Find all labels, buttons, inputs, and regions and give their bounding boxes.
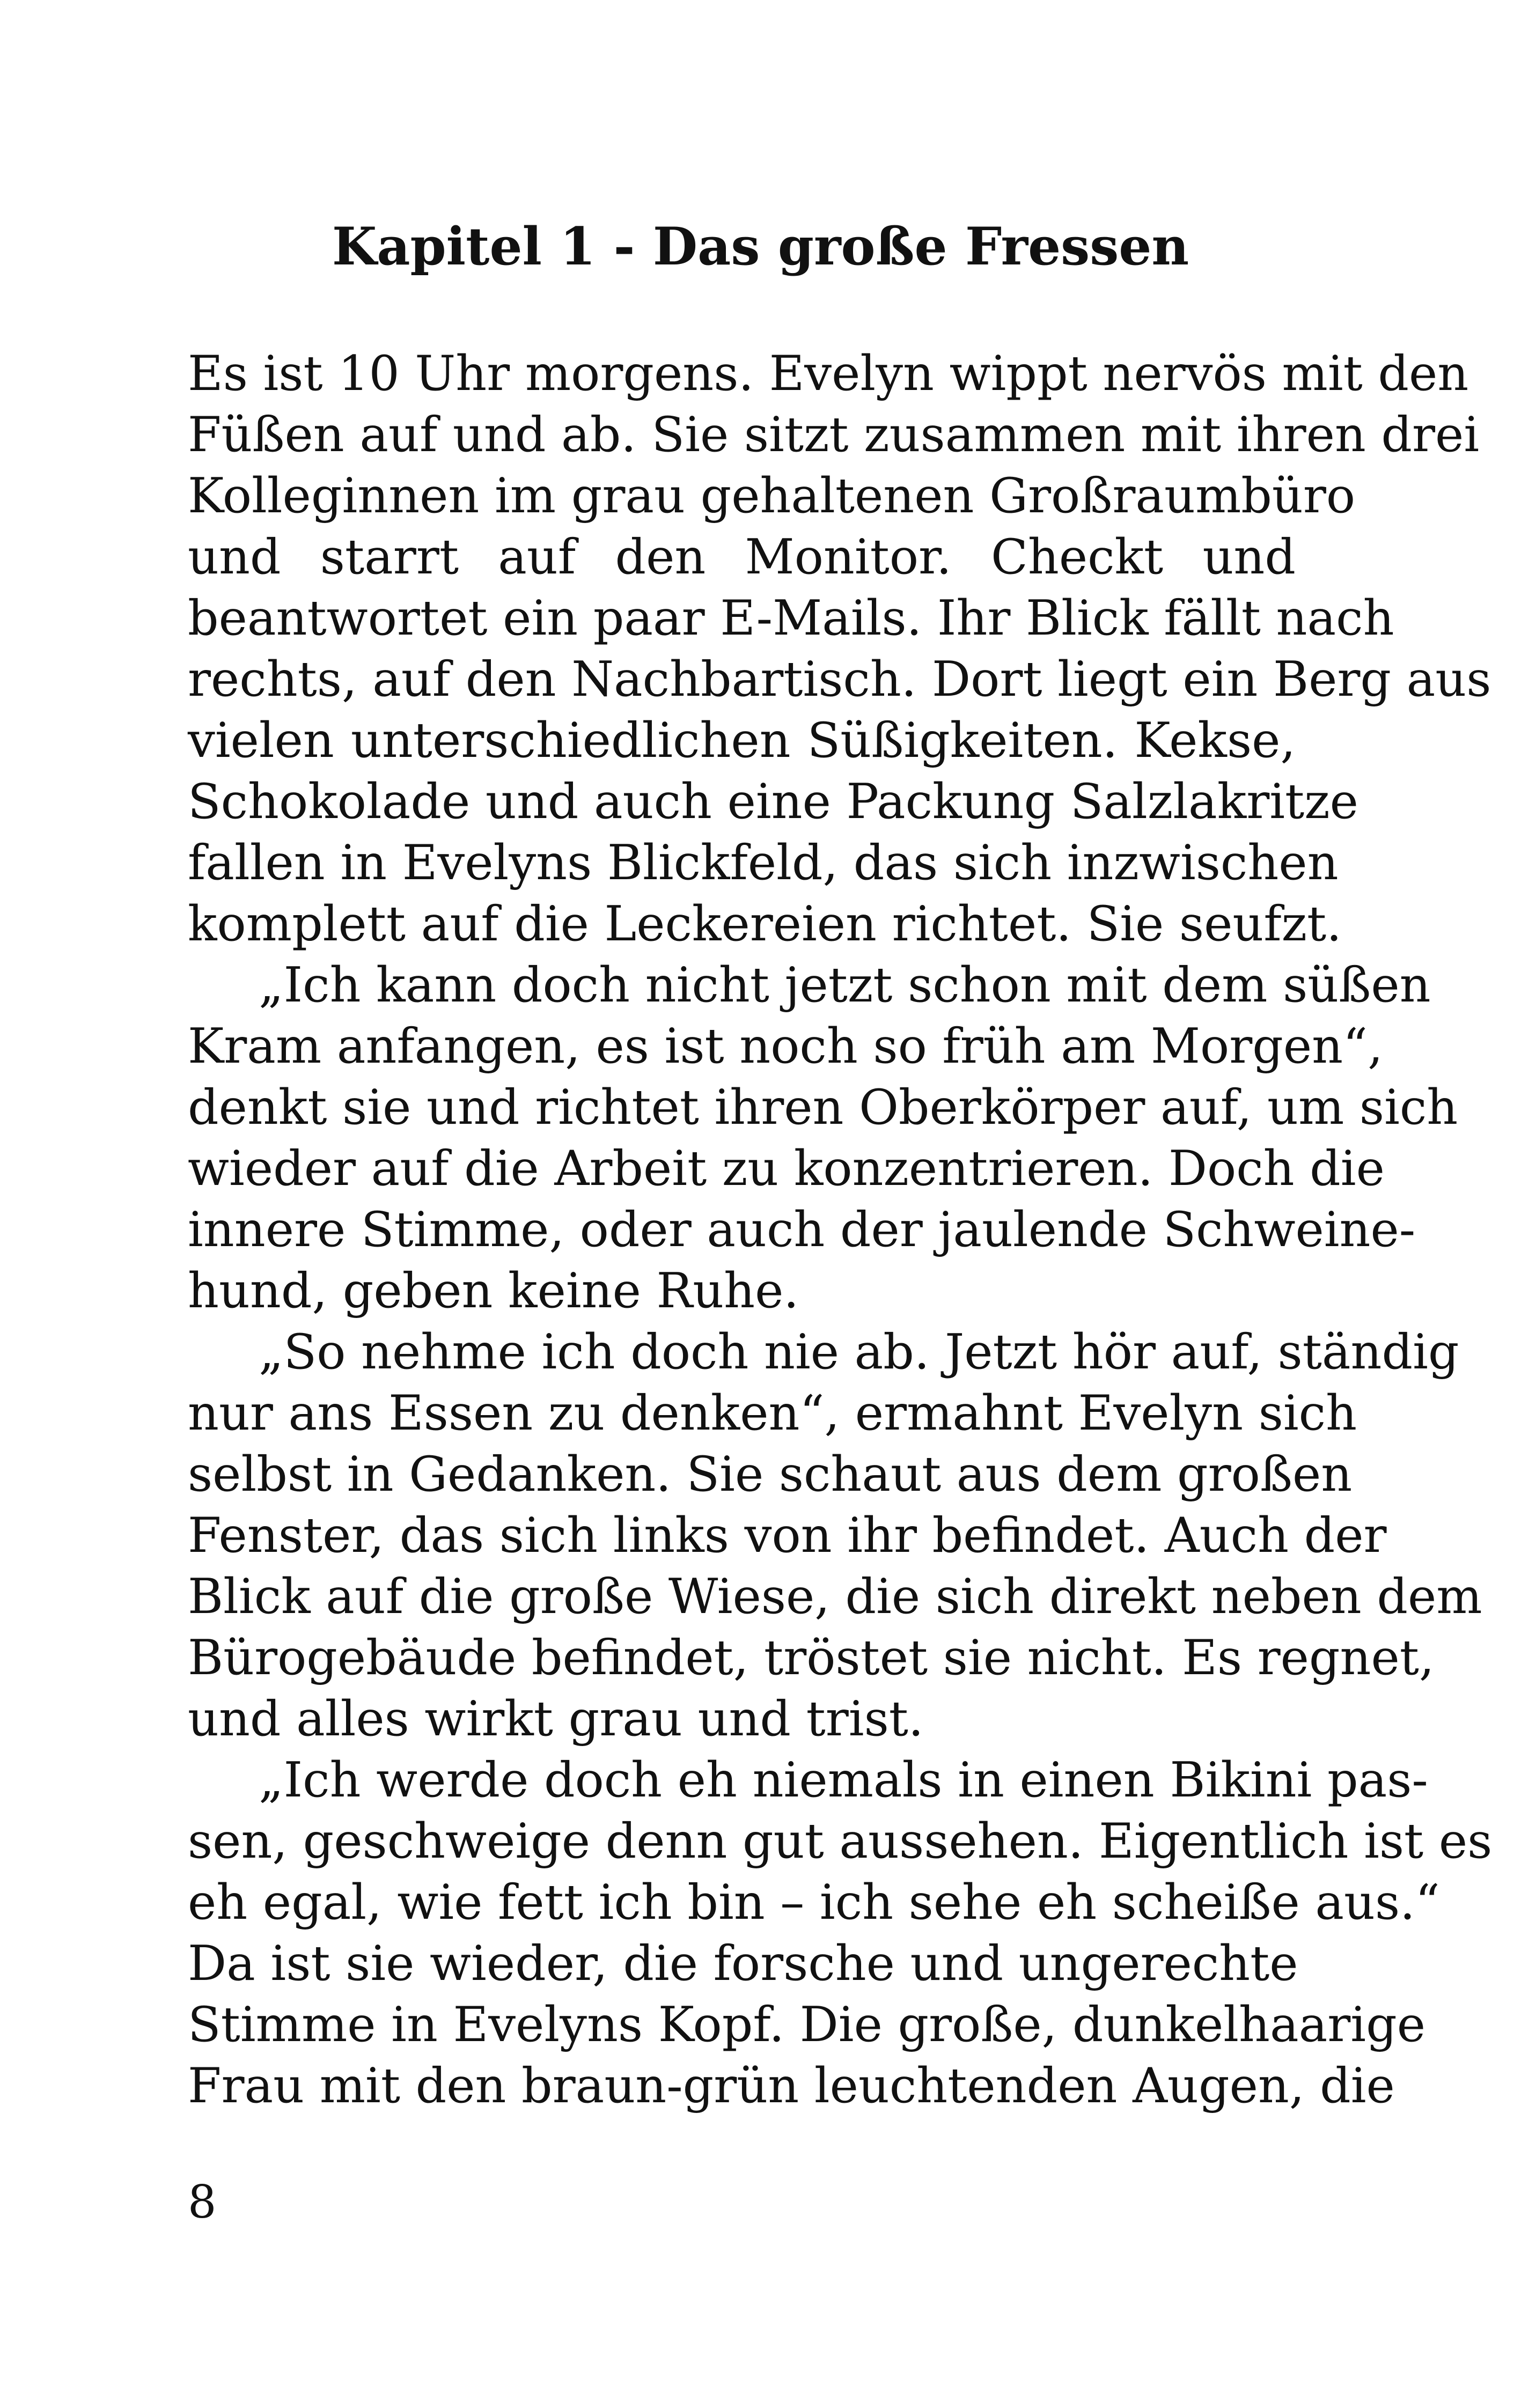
text-line: innere Stimme, oder auch der jaulende Schweine- [188,1202,1416,1258]
text-line: vielen unterschiedlichen Süßigkeiten. Kekse, [188,712,1296,769]
text-line: Kolleginnen im grau gehaltenen Großraumbüro [188,468,1356,524]
text-line: beantwortet ein paar E-Mails. Ihr Blick fällt nach [188,590,1394,646]
body-text [188,343,1493,2117]
text-line: hund, geben keine Ruhe. [188,1263,799,1319]
text-line: Blick auf die große Wiese, die sich direkt neben dem [188,1568,1482,1625]
text-line: komplett auf die Leckereien richtet. Sie seufzt. [188,896,1342,952]
text-line: und starrt auf den Monitor. Checkt und [188,529,1296,585]
text-line: eh egal, wie fett ich bin – ich sehe eh scheiße aus.“ [188,1874,1440,1931]
text-line: Füßen auf und ab. Sie sitzt zusammen mit ihren drei [188,407,1480,463]
text-line: Frau mit den braun-grün leuchtenden Augen, die [188,2058,1395,2114]
text-line: Da ist sie wieder, die forsche und ungerechte [188,1935,1298,1992]
text-line: rechts, auf den Nachbartisch. Dort liegt ein Berg aus [188,651,1491,708]
text-line: Stimme in Evelyns Kopf. Die große, dunkelhaarige [188,1997,1426,2053]
text-line: „Ich kann doch nicht jetzt schon mit dem süßen [259,957,1431,1013]
text-line: Bürogebäude befindet, tröstet sie nicht. Es regnet, [188,1630,1435,1686]
text-line: sen, geschweige denn gut aussehen. Eigentlich ist es [188,1813,1493,1869]
text-line: „Ich werde doch eh niemals in einen Bikini pas- [259,1752,1428,1808]
text-line: Fenster, das sich links von ihr befindet. Auch der [188,1507,1387,1564]
text-line: und alles wirkt grau und trist. [188,1691,924,1747]
text-line: fallen in Evelyns Blickfeld, das sich inzwischen [188,835,1339,891]
text-line: denkt sie und richtet ihren Oberkörper auf, um sich [188,1079,1458,1136]
text-line: selbst in Gedanken. Sie schaut aus dem großen [188,1446,1353,1503]
text-line: Schokolade und auch eine Packung Salzlakritze [188,774,1358,830]
text-line: wieder auf die Arbeit zu konzentrieren. Doch die [188,1140,1385,1197]
text-line: „So nehme ich doch nie ab. Jetzt hör auf, ständig [259,1324,1459,1380]
chapter-title: Kapitel 1 - Das große Fressen [332,216,1189,277]
page-number: 8 [188,2176,217,2228]
text-line: nur ans Essen zu denken“, ermahnt Evelyn sich [188,1385,1357,1441]
text-line: Kram anfangen, es ist noch so früh am Morgen“, [188,1018,1383,1074]
text-line: Es ist 10 Uhr morgens. Evelyn wippt nervös mit den [188,345,1469,402]
